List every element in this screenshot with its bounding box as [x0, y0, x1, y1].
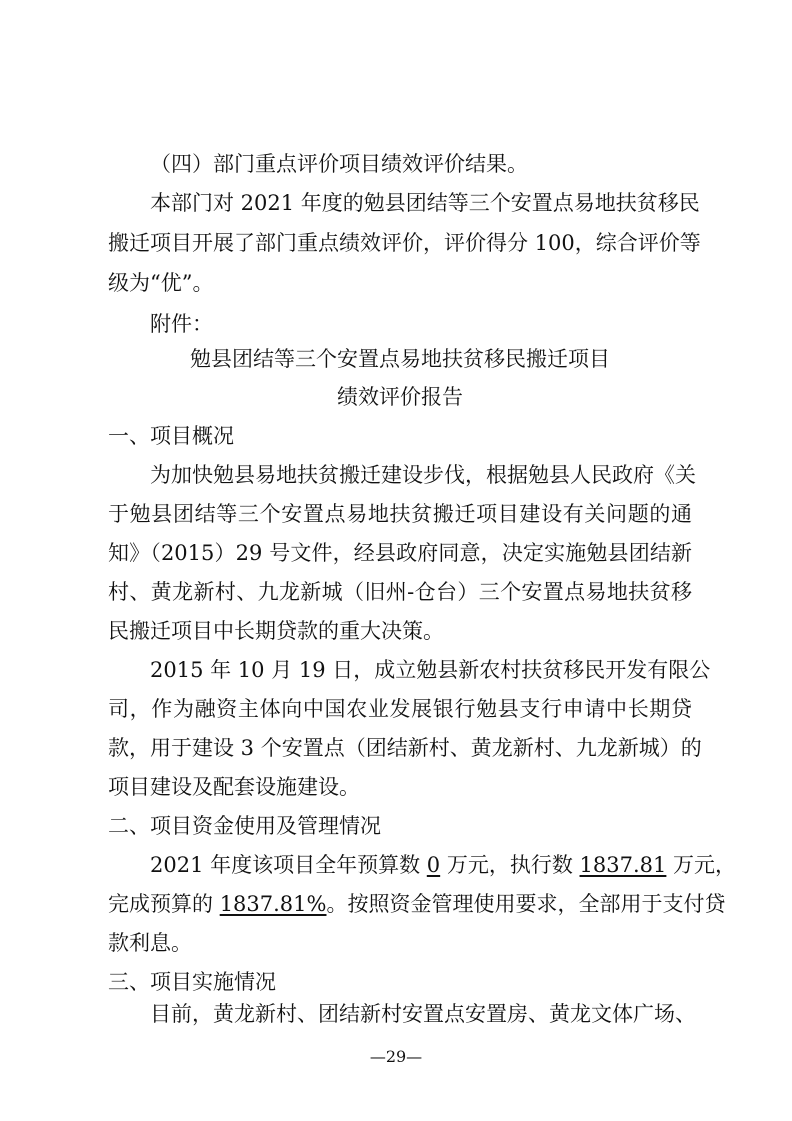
part1-para1-line: 为加快勉县易地扶贫搬迁建设步伐，根据勉县人民政府《关 [150, 463, 696, 487]
part2-text: 万元， [666, 853, 737, 877]
section4-heading: （四）部门重点评价项目绩效评价结果。 [150, 152, 528, 176]
part1-para1-line: 村、黄龙新村、九龙新城（旧州-仓台）三个安置点易地扶贫移 [108, 580, 692, 604]
part1-para1-line: 于勉县团结等三个安置点易地扶贫搬迁项目建设有关问题的通 [108, 502, 692, 526]
part1-para2-line: 项目建设及配套设施建设。 [108, 775, 360, 799]
report-title-line2: 绩效评价报告 [337, 385, 463, 409]
part1-heading: 一、项目概况 [108, 424, 234, 448]
part1-para2-line: 司，作为融资主体向中国农业发展银行勉县支行申请中长期贷 [108, 697, 692, 721]
part1-para1-line: 民搬迁项目中长期贷款的重大决策。 [108, 619, 444, 643]
part3-heading: 三、项目实施情况 [108, 970, 276, 994]
part1-para2-line: 款，用于建设 3 个安置点（团结新村、黄龙新村、九龙新城）的 [108, 736, 702, 760]
part2-text: 完成预算的 [108, 892, 220, 916]
attachment-label: 附件： [150, 312, 213, 336]
part3-line: 目前，黄龙新村、团结新村安置点安置房、黄龙文体广场、 [150, 1002, 696, 1026]
part2-text: 。按照资金管理使用要求，全部用于支付贷 [326, 892, 726, 916]
part1-para1-line: 知》（2015）29 号文件，经县政府同意，决定实施勉县团结新 [108, 541, 692, 565]
section4-body-line: 级为“优”。 [108, 271, 214, 295]
part2-line2 [108, 890, 726, 918]
part2-line1 [150, 851, 737, 879]
section4-body-line: 本部门对 2021 年度的勉县团结等三个安置点易地扶贫移民 [150, 191, 700, 215]
executed-value: 1837.81 [579, 853, 667, 877]
part2-text: 2021 年度该项目全年预算数 [150, 853, 427, 877]
part1-para2-line: 2015 年 10 月 19 日，成立勉县新农村扶贫移民开发有限公 [150, 658, 711, 682]
completion-rate: 1837.81% [219, 892, 327, 916]
budget-value: 0 [426, 853, 441, 877]
section4-body-line: 搬迁项目开展了部门重点绩效评价，评价得分 100，综合评价等 [108, 231, 701, 255]
part2-line3: 款利息。 [108, 931, 192, 955]
report-title-line1: 勉县团结等三个安置点易地扶贫移民搬迁项目 [190, 347, 610, 371]
part2-heading: 二、项目资金使用及管理情况 [108, 814, 381, 838]
page-number: —29— [369, 1047, 423, 1066]
part2-text: 万元，执行数 [440, 853, 580, 877]
